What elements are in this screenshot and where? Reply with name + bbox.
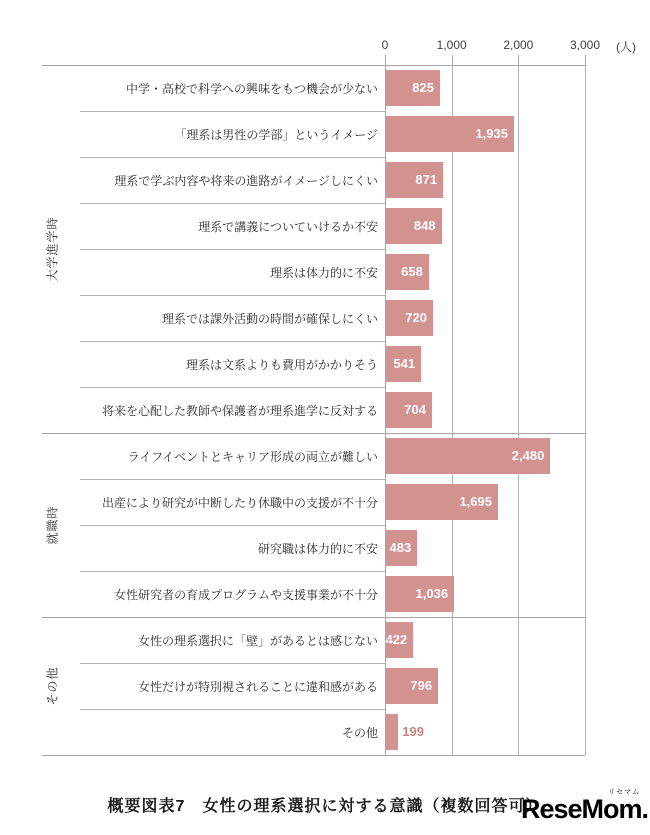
bar-value-label: 658	[401, 264, 423, 279]
bar-value-label: 720	[405, 310, 427, 325]
category-label: 女性の理系選択に「壁」があるとは感じない	[137, 633, 378, 648]
bar-value-label: 825	[412, 80, 434, 95]
group-label: 大学進学時	[45, 216, 60, 282]
gridline	[518, 65, 519, 755]
resemom-logo	[520, 789, 648, 825]
category-label: 理系では課外活動の時間が確保しにくい	[161, 311, 378, 326]
category-label: 理系で講義についていけるか不安	[198, 219, 378, 234]
category-label: 女性だけが特別視されることに違和感がある	[137, 679, 378, 694]
x-axis-tick-label: 3,000	[569, 38, 601, 52]
category-label: 女性研究者の育成プログラムや支援事業が不十分	[114, 587, 378, 602]
group-boundary-line	[42, 755, 585, 756]
bar-value-label: 704	[404, 402, 426, 417]
bar-value-label: 541	[393, 356, 416, 371]
resemom-logo-ruby: リセマム	[608, 789, 640, 796]
bar-value-label: 422	[385, 632, 408, 647]
resemom-logo-text: ReseMom.	[520, 794, 648, 824]
bar-value-label: 1,036	[415, 586, 449, 601]
x-axis-tick-mark	[518, 55, 519, 65]
category-label: 理系は文系よりも費用がかかりそう	[185, 357, 378, 372]
gridline	[585, 65, 586, 755]
category-label: 「理系は男性の学部」というイメージ	[174, 127, 378, 142]
category-label: その他	[341, 725, 378, 740]
category-label: 中学・高校で科学への興味をもつ機会が少ない	[125, 81, 378, 96]
bar-value-label: 871	[415, 172, 438, 187]
x-axis-tick-label: 0	[381, 38, 389, 52]
x-axis-tick-mark	[385, 55, 386, 65]
bar-value-label: 1,695	[459, 494, 492, 509]
group-label: 就職時	[45, 505, 60, 545]
category-label: 理系は体力的に不安	[269, 265, 378, 280]
bar-value-label: 483	[389, 540, 412, 555]
x-axis-tick-label: 2,000	[503, 38, 534, 52]
bar	[385, 714, 398, 750]
bar-value-label: 2,480	[511, 448, 545, 463]
x-axis-unit-label: (人)	[616, 40, 636, 54]
group-label: その他	[45, 666, 60, 706]
gridline	[452, 65, 453, 755]
bar-value-label: 848	[413, 218, 436, 233]
bar-value-label: 796	[410, 678, 433, 693]
bar-value-label: 1,935	[475, 126, 508, 141]
category-label: ライフイベントとキャリア形成の両立が難しい	[127, 449, 378, 464]
x-axis-tick-mark	[585, 55, 586, 65]
x-axis-tick-label: 1,000	[436, 38, 467, 52]
chart-title: 概要図表7 女性の理系選択に対する意識（複数回答可）	[107, 798, 543, 815]
category-label: 研究職は体力的に不安	[257, 541, 378, 556]
x-axis-tick-mark	[452, 55, 453, 65]
bar-value-label: 199	[402, 724, 424, 739]
category-label: 理系で学ぶ内容や将来の進路がイメージしにくい	[114, 173, 378, 188]
category-label: 出産により研究が中断したり休職中の支援が不十分	[101, 495, 378, 510]
category-label: 将来を心配した教師や保護者が理系進学に反対する	[101, 403, 378, 418]
